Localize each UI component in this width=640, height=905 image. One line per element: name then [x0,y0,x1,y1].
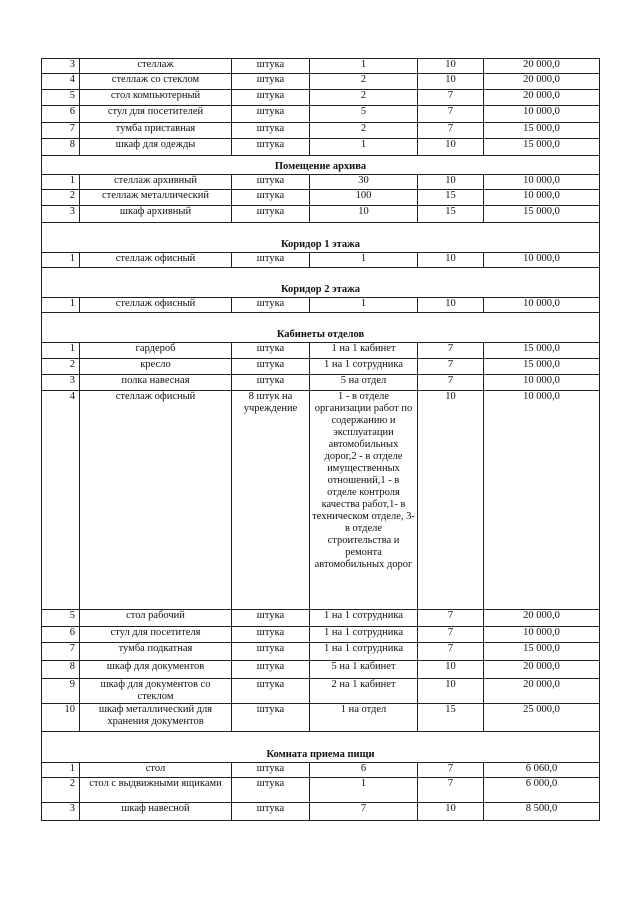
item-service-years: 10 [418,175,484,190]
item-name: шкаф для одежды [80,139,232,156]
item-price: 10 000,0 [484,391,600,610]
item-name: тумба приставная [80,123,232,139]
table-row [42,679,600,704]
item-unit: штука [232,139,310,156]
item-price: 10 000,0 [484,106,600,123]
row-number: 2 [42,778,80,803]
table-row [42,627,600,643]
item-quantity: 1 на отдел [310,704,418,732]
item-service-years: 7 [418,123,484,139]
table-row [42,74,600,90]
row-number: 1 [42,175,80,190]
item-quantity: 6 [310,763,418,778]
item-service-years: 7 [418,643,484,661]
item-price: 10 000,0 [484,253,600,268]
item-price: 10 000,0 [484,190,600,206]
item-service-years: 15 [418,704,484,732]
item-quantity: 100 [310,190,418,206]
table-row [42,253,600,268]
item-unit: 8 штук на учреждение [232,391,310,610]
item-service-years: 10 [418,661,484,679]
row-number: 3 [42,803,80,821]
item-quantity: 1 [310,298,418,313]
inventory-table-body [42,59,600,821]
item-service-years: 10 [418,391,484,610]
table-row [42,175,600,190]
row-number: 1 [42,253,80,268]
item-quantity: 5 [310,106,418,123]
item-quantity: 1 [310,139,418,156]
item-price: 10 000,0 [484,375,600,391]
table-row [42,763,600,778]
item-unit: штука [232,123,310,139]
item-name: стол рабочий [80,610,232,627]
table-row [42,343,600,359]
item-unit: штука [232,359,310,375]
table-row [42,803,600,821]
section-title: Коридор 2 этажа [42,268,600,298]
item-price: 6 060,0 [484,763,600,778]
item-service-years: 10 [418,74,484,90]
item-quantity: 10 [310,206,418,223]
item-service-years: 7 [418,90,484,106]
row-number: 1 [42,343,80,359]
item-quantity: 1 [310,253,418,268]
item-name: стол [80,763,232,778]
section-header [42,732,600,763]
item-unit: штука [232,190,310,206]
item-unit: штука [232,59,310,74]
item-name: стеллаж со стеклом [80,74,232,90]
item-price: 20 000,0 [484,74,600,90]
item-service-years: 10 [418,253,484,268]
row-number: 8 [42,661,80,679]
inventory-table [41,58,600,821]
item-service-years: 7 [418,106,484,123]
item-unit: штука [232,175,310,190]
item-name: шкаф архивный [80,206,232,223]
table-row [42,610,600,627]
item-quantity: 5 на 1 кабинет [310,661,418,679]
item-name: шкаф навесной [80,803,232,821]
item-unit: штука [232,74,310,90]
item-quantity: 1 - в отделе организации работ по содержанию и эксплуатации автомобильных дорог,2 - в отделе имущественных отношений,1 - в отделе контроля качества работ,1- в техническом отделе, 3- в отделе строительства и ремонта автомобильных дорог [310,391,418,610]
item-name: стол компьютерный [80,90,232,106]
item-name: кресло [80,359,232,375]
item-quantity: 1 [310,59,418,74]
row-number: 1 [42,298,80,313]
item-quantity: 2 на 1 кабинет [310,679,418,704]
item-name: полка навесная [80,375,232,391]
row-number: 6 [42,106,80,123]
row-number: 4 [42,391,80,610]
section-title: Кабинеты отделов [42,313,600,343]
item-name: стеллаж [80,59,232,74]
row-number: 3 [42,206,80,223]
item-name: стеллаж архивный [80,175,232,190]
section-header [42,223,600,253]
item-quantity: 2 [310,123,418,139]
table-row [42,298,600,313]
item-service-years: 7 [418,627,484,643]
item-name: тумба подкатная [80,643,232,661]
item-unit: штука [232,298,310,313]
item-service-years: 10 [418,298,484,313]
item-name: стул для посетителей [80,106,232,123]
item-service-years: 7 [418,375,484,391]
item-service-years: 10 [418,803,484,821]
item-service-years: 15 [418,206,484,223]
item-quantity: 5 на отдел [310,375,418,391]
item-name: стеллаж офисный [80,253,232,268]
item-quantity: 7 [310,803,418,821]
item-quantity: 1 [310,778,418,803]
item-price: 25 000,0 [484,704,600,732]
item-unit: штука [232,643,310,661]
table-row [42,359,600,375]
item-unit: штука [232,90,310,106]
item-price: 15 000,0 [484,206,600,223]
item-price: 20 000,0 [484,59,600,74]
item-price: 8 500,0 [484,803,600,821]
section-header [42,313,600,343]
row-number: 2 [42,190,80,206]
item-unit: штука [232,375,310,391]
item-unit: штука [232,253,310,268]
item-unit: штука [232,106,310,123]
table-row [42,375,600,391]
item-service-years: 7 [418,359,484,375]
row-number: 3 [42,59,80,74]
table-row [42,778,600,803]
item-name: шкаф для документов [80,661,232,679]
item-name: гардероб [80,343,232,359]
item-price: 10 000,0 [484,627,600,643]
item-unit: штука [232,610,310,627]
table-row [42,123,600,139]
table-row [42,206,600,223]
row-number: 8 [42,139,80,156]
item-price: 15 000,0 [484,123,600,139]
item-name: стол с выдвижными ящиками [80,778,232,803]
item-price: 20 000,0 [484,679,600,704]
item-unit: штука [232,679,310,704]
item-quantity: 1 на 1 сотрудника [310,359,418,375]
item-price: 6 000,0 [484,778,600,803]
item-name: стеллаж офисный [80,298,232,313]
row-number: 9 [42,679,80,704]
table-row [42,190,600,206]
item-unit: штука [232,627,310,643]
row-number: 7 [42,643,80,661]
item-quantity: 1 на 1 кабинет [310,343,418,359]
section-title: Комната приема пищи [42,732,600,763]
row-number: 6 [42,627,80,643]
row-number: 2 [42,359,80,375]
item-unit: штука [232,206,310,223]
row-number: 5 [42,610,80,627]
item-price: 15 000,0 [484,359,600,375]
item-quantity: 30 [310,175,418,190]
item-service-years: 10 [418,679,484,704]
item-service-years: 7 [418,610,484,627]
item-price: 10 000,0 [484,298,600,313]
item-price: 20 000,0 [484,661,600,679]
row-number: 10 [42,704,80,732]
item-service-years: 7 [418,778,484,803]
item-unit: штука [232,803,310,821]
item-price: 20 000,0 [484,90,600,106]
item-quantity: 1 на 1 сотрудника [310,627,418,643]
table-row [42,643,600,661]
item-service-years: 10 [418,59,484,74]
section-header [42,156,600,175]
item-unit: штука [232,704,310,732]
item-quantity: 2 [310,90,418,106]
item-service-years: 15 [418,190,484,206]
table-row [42,106,600,123]
section-title: Помещение архива [42,156,600,175]
item-quantity: 1 на 1 сотрудника [310,643,418,661]
item-name: шкаф для документов со стеклом [80,679,232,704]
item-name: стеллаж металлический [80,190,232,206]
table-row [42,661,600,679]
item-unit: штука [232,661,310,679]
table-row [42,59,600,74]
item-name: шкаф металлический для хранения документов [80,704,232,732]
item-price: 15 000,0 [484,643,600,661]
item-price: 10 000,0 [484,175,600,190]
item-name: стеллаж офисный [80,391,232,610]
row-number: 4 [42,74,80,90]
item-name: стул для посетителя [80,627,232,643]
item-price: 15 000,0 [484,343,600,359]
table-row [42,90,600,106]
table-row [42,391,600,610]
item-service-years: 7 [418,763,484,778]
row-number: 3 [42,375,80,391]
item-unit: штука [232,343,310,359]
row-number: 7 [42,123,80,139]
row-number: 5 [42,90,80,106]
row-number: 1 [42,763,80,778]
section-title: Коридор 1 этажа [42,223,600,253]
section-header [42,268,600,298]
table-row [42,139,600,156]
item-service-years: 10 [418,139,484,156]
item-quantity: 2 [310,74,418,90]
item-price: 15 000,0 [484,139,600,156]
item-unit: штука [232,778,310,803]
item-unit: штука [232,763,310,778]
item-price: 20 000,0 [484,610,600,627]
table-row [42,704,600,732]
item-service-years: 7 [418,343,484,359]
item-quantity: 1 на 1 сотрудника [310,610,418,627]
